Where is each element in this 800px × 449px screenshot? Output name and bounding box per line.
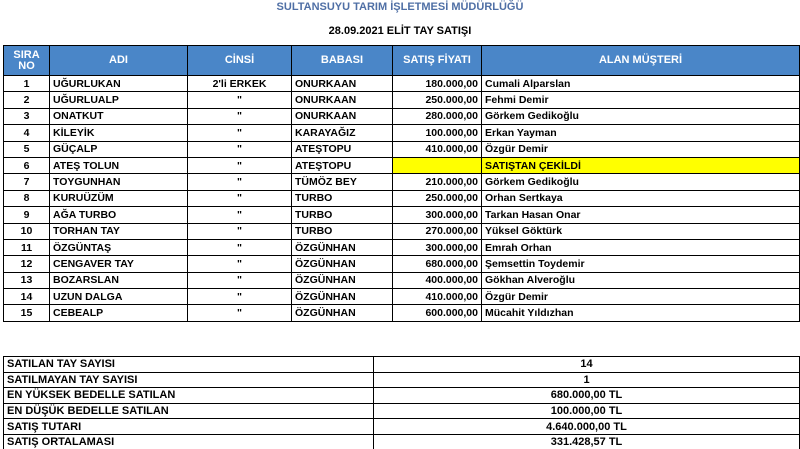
cell-buyer: Tarkan Hasan Onar [482,207,800,223]
cell-no: 1 [4,76,50,92]
table-row [4,157,800,173]
table-row [4,76,800,92]
cell-name: UZUN DALGA [50,289,188,305]
cell-price: 410.000,00 [393,141,482,157]
cell-name: UĞURLUALP [50,92,188,108]
cell-type: " [188,305,292,321]
cell-price: 400.000,00 [393,272,482,288]
cell-buyer: Özgür Demir [482,289,800,305]
cell-no: 7 [4,174,50,190]
cell-price: 680.000,00 [393,256,482,272]
cell-name: BOZARSLAN [50,272,188,288]
summary-row [4,434,800,449]
cell-name: ONATKUT [50,108,188,124]
cell-buyer: Görkem Gedikoğlu [482,174,800,190]
table-row [4,125,800,141]
cell-name: UĞURLUKAN [50,76,188,92]
cell-sire: TÜMÖZ BEY [292,174,393,190]
cell-type: " [188,272,292,288]
summary-label: SATILAN TAY SAYISI [4,357,374,373]
cell-sire: TURBO [292,207,393,223]
summary-label: SATILMAYAN TAY SAYISI [4,372,374,388]
cell-sire: TURBO [292,223,393,239]
cell-no: 5 [4,141,50,157]
cell-type: " [188,125,292,141]
cell-buyer: SATIŞTAN ÇEKİLDİ [482,157,800,173]
column-header-type: CİNSİ [188,46,292,76]
cell-name: ÖZGÜNTAŞ [50,239,188,255]
summary-value: 4.640.000,00 TL [374,419,800,435]
summary-value: 100.000,00 TL [374,403,800,419]
cell-no: 6 [4,157,50,173]
cell-sire: ÖZGÜNHAN [292,239,393,255]
cell-price: 300.000,00 [393,239,482,255]
cell-name: ATEŞ TOLUN [50,157,188,173]
column-header-no: SIRA NO [4,46,50,76]
cell-price: 100.000,00 [393,125,482,141]
cell-sire: ONURKAAN [292,92,393,108]
table-row [4,256,800,272]
cell-sire: ÖZGÜNHAN [292,289,393,305]
cell-buyer: Emrah Orhan [482,239,800,255]
cell-price: 300.000,00 [393,207,482,223]
summary-row [4,403,800,419]
cell-type: " [188,223,292,239]
cell-type: " [188,239,292,255]
cell-sire: ÖZGÜNHAN [292,272,393,288]
cell-price: 280.000,00 [393,108,482,124]
cell-sire: ÖZGÜNHAN [292,256,393,272]
cell-buyer: Görkem Gedikoğlu [482,108,800,124]
table-row [4,141,800,157]
cell-price: 250.000,00 [393,92,482,108]
table-row [4,190,800,206]
cell-sire: ONURKAAN [292,76,393,92]
cell-buyer: Gökhan Alveroğlu [482,272,800,288]
cell-no: 4 [4,125,50,141]
cell-type: " [188,207,292,223]
cell-type: " [188,92,292,108]
summary-label: EN DÜŞÜK BEDELLE SATILAN [4,403,374,419]
summary-label: SATIŞ TUTARI [4,419,374,435]
summary-label: SATIŞ ORTALAMASI [4,434,374,449]
cell-name: KURUÜZÜM [50,190,188,206]
cell-sire: ÖZGÜNHAN [292,305,393,321]
summary-label: EN YÜKSEK BEDELLE SATILAN [4,388,374,404]
cell-sire: ATEŞTOPU [292,157,393,173]
table-header-row [4,46,800,76]
cell-name: KİLEYİK [50,125,188,141]
cell-type: " [188,190,292,206]
cell-price [393,157,482,173]
cell-price: 180.000,00 [393,76,482,92]
cell-type: 2'li ERKEK [188,76,292,92]
table-row [4,92,800,108]
column-header-name: ADI [50,46,188,76]
cell-type: " [188,108,292,124]
cell-type: " [188,256,292,272]
table-row [4,207,800,223]
cell-type: " [188,174,292,190]
summary-row [4,388,800,404]
organization-title: SULTANSUYU TARIM İŞLETMESİ MÜDÜRLÜĞÜ [276,1,524,13]
cell-buyer: Orhan Sertkaya [482,190,800,206]
cell-price: 600.000,00 [393,305,482,321]
table-row [4,174,800,190]
cell-type: " [188,157,292,173]
table-row [4,305,800,321]
cell-buyer: Cumali Alparslan [482,76,800,92]
cell-no: 8 [4,190,50,206]
cell-name: CEBEALP [50,305,188,321]
cell-sire: TURBO [292,190,393,206]
cell-buyer: Mücahit Yıldızhan [482,305,800,321]
cell-no: 9 [4,207,50,223]
cell-buyer: Erkan Yayman [482,125,800,141]
cell-no: 15 [4,305,50,321]
summary-row [4,357,800,373]
cell-price: 410.000,00 [393,289,482,305]
cell-name: AĞA TURBO [50,207,188,223]
cell-price: 250.000,00 [393,190,482,206]
cell-type: " [188,141,292,157]
cell-buyer: Yüksel Göktürk [482,223,800,239]
column-header-sire: BABASI [292,46,393,76]
sale-title: 28.09.2021 ELİT TAY SATIŞI [328,25,472,37]
column-header-buyer: ALAN MÜŞTERİ [482,46,800,76]
cell-price: 210.000,00 [393,174,482,190]
summary-value: 680.000,00 TL [374,388,800,404]
table-row [4,272,800,288]
cell-buyer: Şemsettin Toydemir [482,256,800,272]
cell-type: " [188,289,292,305]
cell-no: 11 [4,239,50,255]
cell-buyer: Fehmi Demir [482,92,800,108]
cell-no: 3 [4,108,50,124]
cell-no: 10 [4,223,50,239]
table-row [4,108,800,124]
cell-sire: KARAYAĞIZ [292,125,393,141]
cell-name: TORHAN TAY [50,223,188,239]
column-header-price: SATIŞ FİYATI [393,46,482,76]
cell-no: 12 [4,256,50,272]
cell-buyer: Özgür Demir [482,141,800,157]
cell-no: 2 [4,92,50,108]
cell-name: CENGAVER TAY [50,256,188,272]
table-row [4,223,800,239]
summary-row [4,372,800,388]
summary-value: 331.428,57 TL [374,434,800,449]
cell-name: TOYGUNHAN [50,174,188,190]
cell-sire: ONURKAAN [292,108,393,124]
summary-table [3,356,800,449]
summary-row [4,419,800,435]
sales-table [3,45,800,322]
table-row [4,239,800,255]
cell-sire: ATEŞTOPU [292,141,393,157]
cell-no: 14 [4,289,50,305]
cell-price: 270.000,00 [393,223,482,239]
summary-value: 14 [374,357,800,373]
cell-name: GÜÇALP [50,141,188,157]
table-row [4,289,800,305]
cell-no: 13 [4,272,50,288]
summary-value: 1 [374,372,800,388]
